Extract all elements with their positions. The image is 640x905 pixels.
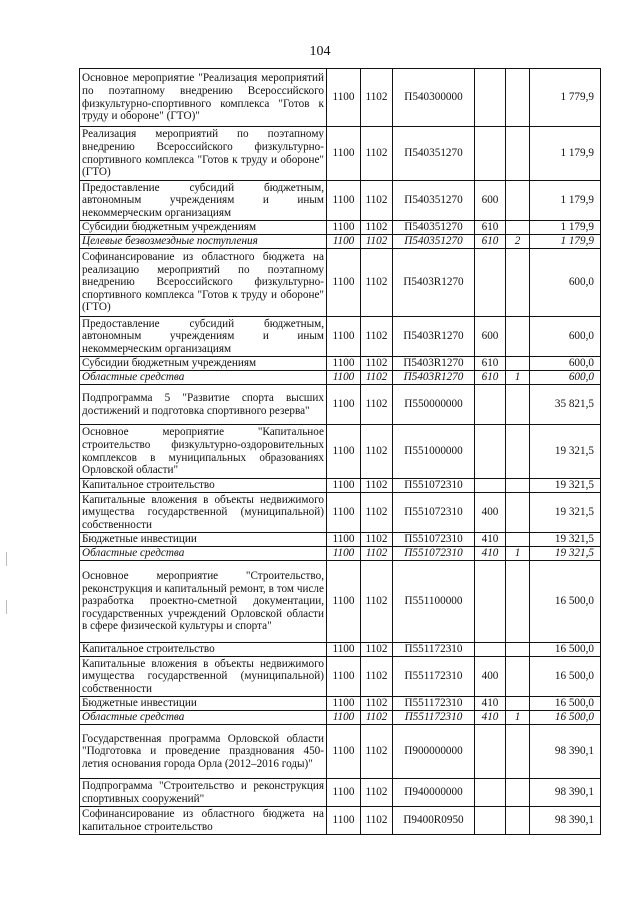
cell-name: Капитальное строительство [80, 479, 327, 493]
cell-vr [475, 779, 506, 807]
cell-name: Областные средства [80, 547, 327, 561]
cell-vr [475, 725, 506, 779]
cell-rz: 1100 [327, 643, 361, 657]
cell-src [506, 317, 530, 357]
cell-name: Областные средства [80, 711, 327, 725]
cell-src [506, 779, 530, 807]
cell-csr: П940000000 [393, 779, 475, 807]
cell-name: Подпрограмма "Строительство и реконструкция спортивных сооружений" [80, 779, 327, 807]
cell-rz: 1100 [327, 357, 361, 371]
table-row [80, 725, 601, 779]
cell-pr: 1102 [361, 371, 393, 385]
cell-vr [475, 425, 506, 479]
cell-vr: 610 [475, 371, 506, 385]
cell-vr [475, 807, 506, 835]
cell-name: Подпрограмма 5 "Развитие спорта высших достижений и подготовка спортивного резерва" [80, 385, 327, 425]
cell-sum: 1 179,9 [530, 127, 601, 181]
cell-src [506, 493, 530, 533]
cell-name: Софинансирование из областного бюджета на капитальное строительство [80, 807, 327, 835]
cell-csr: П540351270 [393, 221, 475, 235]
cell-pr: 1102 [361, 425, 393, 479]
cell-pr: 1102 [361, 779, 393, 807]
cell-sum: 19 321,5 [530, 493, 601, 533]
table-row [80, 711, 601, 725]
cell-src [506, 657, 530, 697]
table-row [80, 657, 601, 697]
cell-rz: 1100 [327, 697, 361, 711]
cell-pr: 1102 [361, 643, 393, 657]
cell-pr: 1102 [361, 725, 393, 779]
cell-name: Целевые безвозмездные поступления [80, 235, 327, 249]
cell-sum: 1 179,9 [530, 181, 601, 221]
cell-csr: П5403R1270 [393, 371, 475, 385]
cell-rz: 1100 [327, 127, 361, 181]
cell-vr [475, 385, 506, 425]
cell-src [506, 479, 530, 493]
cell-csr: П550000000 [393, 385, 475, 425]
cell-pr: 1102 [361, 357, 393, 371]
table-row [80, 533, 601, 547]
cell-src [506, 385, 530, 425]
scan-margin-mark [6, 600, 7, 614]
cell-csr: П551072310 [393, 479, 475, 493]
cell-csr: П551172310 [393, 657, 475, 697]
cell-sum: 1 779,9 [530, 69, 601, 127]
cell-name: Основное мероприятие "Реализация мероприятий по поэтапному внедрению Всероссийского физкультурно-спортивного комплекса "Готов к труду и обороне" (ГТО)" [80, 69, 327, 127]
cell-vr: 410 [475, 533, 506, 547]
cell-name: Бюджетные инвестиции [80, 533, 327, 547]
cell-name: Реализация мероприятий по поэтапному внедрению Всероссийского физкультурно-спортивного комплекса "Готов к труду и обороне" (ГТО) [80, 127, 327, 181]
cell-name: Предоставление субсидий бюджетным, автономным учреждениям и иным некоммерческим организациям [80, 181, 327, 221]
cell-src [506, 697, 530, 711]
cell-rz: 1100 [327, 493, 361, 533]
cell-pr: 1102 [361, 807, 393, 835]
cell-pr: 1102 [361, 127, 393, 181]
cell-sum: 19 321,5 [530, 479, 601, 493]
cell-sum: 98 390,1 [530, 779, 601, 807]
cell-pr: 1102 [361, 221, 393, 235]
cell-vr: 410 [475, 697, 506, 711]
cell-src [506, 249, 530, 317]
table-row [80, 425, 601, 479]
page-number: 104 [309, 44, 331, 59]
cell-rz: 1100 [327, 779, 361, 807]
cell-name: Основное мероприятие "Капитальное строительство физкультурно-оздоровительных комплексов в муниципальных образованиях Орловской области" [80, 425, 327, 479]
cell-src [506, 643, 530, 657]
table-row [80, 643, 601, 657]
cell-csr: П540351270 [393, 181, 475, 221]
cell-pr: 1102 [361, 547, 393, 561]
budget-table-body [80, 69, 601, 835]
cell-sum: 16 500,0 [530, 697, 601, 711]
cell-rz: 1100 [327, 725, 361, 779]
cell-rz: 1100 [327, 657, 361, 697]
cell-sum: 600,0 [530, 249, 601, 317]
table-row [80, 221, 601, 235]
cell-csr: П551072310 [393, 533, 475, 547]
cell-name: Предоставление субсидий бюджетным, автономным учреждениям и иным некоммерческим организациям [80, 317, 327, 357]
cell-csr: П5403R1270 [393, 249, 475, 317]
cell-src [506, 127, 530, 181]
cell-src [506, 425, 530, 479]
cell-sum: 98 390,1 [530, 807, 601, 835]
cell-rz: 1100 [327, 181, 361, 221]
cell-rz: 1100 [327, 317, 361, 357]
cell-pr: 1102 [361, 385, 393, 425]
cell-pr: 1102 [361, 69, 393, 127]
cell-pr: 1102 [361, 181, 393, 221]
cell-name: Субсидии бюджетным учреждениям [80, 221, 327, 235]
cell-pr: 1102 [361, 493, 393, 533]
cell-src [506, 357, 530, 371]
cell-csr: П900000000 [393, 725, 475, 779]
cell-sum: 600,0 [530, 371, 601, 385]
cell-pr: 1102 [361, 711, 393, 725]
table-row [80, 371, 601, 385]
cell-sum: 1 179,9 [530, 235, 601, 249]
cell-csr: П551172310 [393, 697, 475, 711]
cell-csr: П551100000 [393, 561, 475, 643]
cell-vr [475, 249, 506, 317]
cell-csr: П540351270 [393, 127, 475, 181]
table-row [80, 697, 601, 711]
cell-name: Капитальные вложения в объекты недвижимого имущества государственной (муниципальной) собственности [80, 657, 327, 697]
cell-csr: П540300000 [393, 69, 475, 127]
cell-vr [475, 643, 506, 657]
cell-pr: 1102 [361, 249, 393, 317]
cell-pr: 1102 [361, 533, 393, 547]
cell-name: Капитальные вложения в объекты недвижимого имущества государственной (муниципальной) собственности [80, 493, 327, 533]
cell-sum: 600,0 [530, 317, 601, 357]
table-row [80, 357, 601, 371]
cell-vr: 400 [475, 657, 506, 697]
cell-csr: П551000000 [393, 425, 475, 479]
cell-vr [475, 561, 506, 643]
cell-rz: 1100 [327, 221, 361, 235]
table-row [80, 317, 601, 357]
cell-vr: 600 [475, 181, 506, 221]
table-row [80, 249, 601, 317]
cell-vr: 600 [475, 317, 506, 357]
cell-rz: 1100 [327, 385, 361, 425]
cell-src [506, 181, 530, 221]
cell-rz: 1100 [327, 235, 361, 249]
budget-table [79, 68, 601, 835]
cell-sum: 98 390,1 [530, 725, 601, 779]
cell-src [506, 725, 530, 779]
cell-pr: 1102 [361, 657, 393, 697]
cell-sum: 16 500,0 [530, 561, 601, 643]
table-row [80, 479, 601, 493]
scan-margin-mark [6, 552, 7, 566]
cell-sum: 19 321,5 [530, 547, 601, 561]
cell-vr: 410 [475, 547, 506, 561]
cell-csr: П551172310 [393, 711, 475, 725]
table-row [80, 561, 601, 643]
cell-src: 1 [506, 547, 530, 561]
cell-src [506, 221, 530, 235]
cell-name: Капитальное строительство [80, 643, 327, 657]
cell-src [506, 807, 530, 835]
cell-rz: 1100 [327, 711, 361, 725]
cell-csr: П551172310 [393, 643, 475, 657]
table-row [80, 779, 601, 807]
table-row [80, 69, 601, 127]
cell-vr: 400 [475, 493, 506, 533]
cell-vr: 610 [475, 235, 506, 249]
cell-csr: П551072310 [393, 547, 475, 561]
table-row [80, 181, 601, 221]
cell-pr: 1102 [361, 697, 393, 711]
cell-vr: 610 [475, 221, 506, 235]
cell-sum: 19 321,5 [530, 425, 601, 479]
cell-rz: 1100 [327, 533, 361, 547]
cell-vr [475, 127, 506, 181]
table-row [80, 493, 601, 533]
cell-sum: 35 821,5 [530, 385, 601, 425]
cell-name: Областные средства [80, 371, 327, 385]
cell-pr: 1102 [361, 235, 393, 249]
cell-rz: 1100 [327, 561, 361, 643]
cell-sum: 600,0 [530, 357, 601, 371]
cell-name: Бюджетные инвестиции [80, 697, 327, 711]
cell-pr: 1102 [361, 561, 393, 643]
table-row [80, 547, 601, 561]
table-row [80, 385, 601, 425]
cell-rz: 1100 [327, 425, 361, 479]
cell-sum: 1 179,9 [530, 221, 601, 235]
cell-vr [475, 69, 506, 127]
cell-rz: 1100 [327, 249, 361, 317]
cell-name: Софинансирование из областного бюджета на реализацию мероприятий по поэтапному внедрению Всероссийского физкультурно-спортивного комплекса "Готов к труду и обороне" (ГТО) [80, 249, 327, 317]
cell-src [506, 561, 530, 643]
table-row [80, 127, 601, 181]
cell-src: 1 [506, 371, 530, 385]
cell-sum: 19 321,5 [530, 533, 601, 547]
table-row [80, 235, 601, 249]
cell-csr: П5403R1270 [393, 357, 475, 371]
cell-rz: 1100 [327, 371, 361, 385]
cell-src [506, 69, 530, 127]
cell-rz: 1100 [327, 479, 361, 493]
cell-csr: П551072310 [393, 493, 475, 533]
cell-sum: 16 500,0 [530, 711, 601, 725]
cell-csr: П9400R0950 [393, 807, 475, 835]
cell-sum: 16 500,0 [530, 657, 601, 697]
cell-vr: 610 [475, 357, 506, 371]
cell-csr: П5403R1270 [393, 317, 475, 357]
cell-pr: 1102 [361, 479, 393, 493]
cell-src [506, 533, 530, 547]
cell-src: 2 [506, 235, 530, 249]
cell-csr: П540351270 [393, 235, 475, 249]
cell-pr: 1102 [361, 317, 393, 357]
cell-name: Государственная программа Орловской области "Подготовка и проведение празднования 450-летия основания города Орла (2012–2016 годы)" [80, 725, 327, 779]
cell-vr: 410 [475, 711, 506, 725]
cell-rz: 1100 [327, 807, 361, 835]
table-row [80, 807, 601, 835]
cell-sum: 16 500,0 [530, 643, 601, 657]
cell-rz: 1100 [327, 69, 361, 127]
cell-name: Субсидии бюджетным учреждениям [80, 357, 327, 371]
cell-rz: 1100 [327, 547, 361, 561]
cell-src: 1 [506, 711, 530, 725]
cell-vr [475, 479, 506, 493]
cell-name: Основное мероприятие "Строительство, реконструкция и капитальный ремонт, в том числе разработка проектно-сметной документации, государственных учреждений Орловской области в сфере физической культуры и спорта" [80, 561, 327, 643]
